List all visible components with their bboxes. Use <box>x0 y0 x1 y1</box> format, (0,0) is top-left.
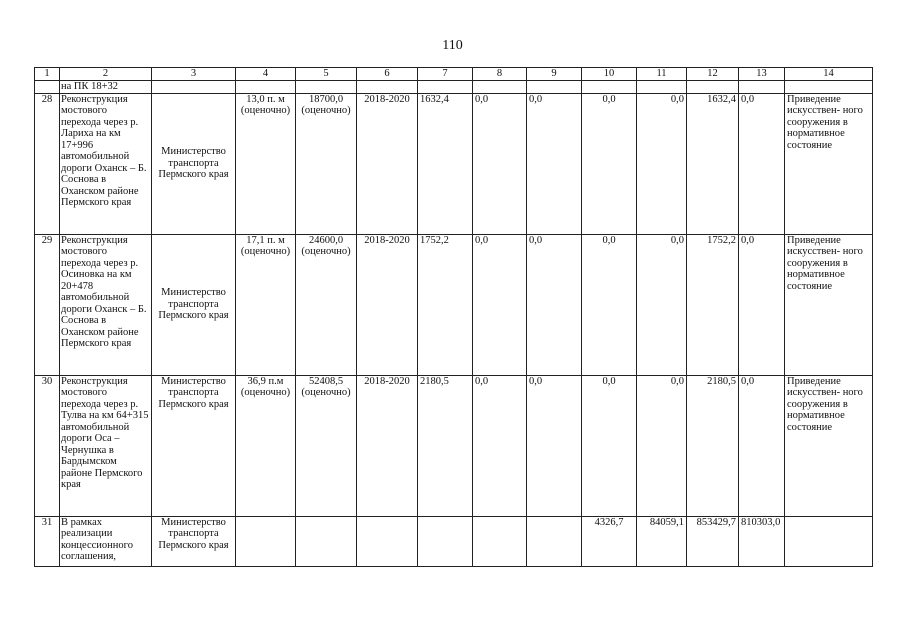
object-name: В рамках реализации концессионного соглашения, <box>60 516 152 566</box>
amount-col10: 4326,7 <box>582 516 637 566</box>
row-number: 31 <box>35 516 60 566</box>
table-row <box>35 516 873 566</box>
estimated-cost <box>296 516 357 566</box>
amount-col11: 0,0 <box>637 93 687 234</box>
result-text: Приведение искусствен- ного сооружения в нормативное состояние <box>785 234 873 375</box>
organization: Министерство транспорта Пермского края <box>152 516 236 566</box>
object-name: Реконструкция мостового перехода через р. Лариха на км 17+996 автомобильной дороги Оханск – Б. Соснова в Оханском районе Пермского края <box>60 93 152 234</box>
amount-col11: 0,0 <box>637 375 687 516</box>
row-number: 28 <box>35 93 60 234</box>
organization: Министерство транспорта Пермского края <box>152 234 236 375</box>
header-cell: 14 <box>785 68 873 81</box>
continuation-text: на ПК 18+32 <box>60 81 152 94</box>
header-cell: 11 <box>637 68 687 81</box>
header-cell: 4 <box>236 68 296 81</box>
amount-col10: 0,0 <box>582 93 637 234</box>
amount-col10: 0,0 <box>582 234 637 375</box>
header-cell: 13 <box>739 68 785 81</box>
amount-col12: 2180,5 <box>687 375 739 516</box>
amount-total: 1632,4 <box>418 93 473 234</box>
amount-col9: 0,0 <box>527 93 582 234</box>
continuation-row <box>35 81 873 94</box>
amount-col11: 0,0 <box>637 234 687 375</box>
period: 2018-2020 <box>357 93 418 234</box>
amount-total <box>418 516 473 566</box>
header-cell: 6 <box>357 68 418 81</box>
estimated-cost: 18700,0 (оценочно) <box>296 93 357 234</box>
header-cell: 5 <box>296 68 357 81</box>
table-row <box>35 93 873 234</box>
row-number: 30 <box>35 375 60 516</box>
amount-col8: 0,0 <box>473 234 527 375</box>
organization: Министерство транспорта Пермского края <box>152 375 236 516</box>
amount-col8: 0,0 <box>473 93 527 234</box>
amount-col9: 0,0 <box>527 375 582 516</box>
amount-col12: 1632,4 <box>687 93 739 234</box>
result-text: Приведение искусствен- ного сооружения в нормативное состояние <box>785 93 873 234</box>
amount-total: 2180,5 <box>418 375 473 516</box>
object-name: Реконструкция мостового перехода через р. Тулва на км 64+315 автомобильной дороги Оса – Чернушка в Бардымском районе Пермского края <box>60 375 152 516</box>
header-cell: 12 <box>687 68 739 81</box>
amount-col12: 853429,7 <box>687 516 739 566</box>
amount-col13: 0,0 <box>739 375 785 516</box>
result-text: Приведение искусствен- ного сооружения в нормативное состояние <box>785 375 873 516</box>
table-row <box>35 234 873 375</box>
amount-total: 1752,2 <box>418 234 473 375</box>
organization: Министерство транспорта Пермского края <box>152 93 236 234</box>
page-number: 110 <box>442 38 463 53</box>
period: 2018-2020 <box>357 234 418 375</box>
header-cell: 1 <box>35 68 60 81</box>
capacity: 36,9 п.м (оценочно) <box>236 375 296 516</box>
amount-col9: 0,0 <box>527 234 582 375</box>
amount-col11: 84059,1 <box>637 516 687 566</box>
capacity: 17,1 п. м (оценочно) <box>236 234 296 375</box>
amount-col8 <box>473 516 527 566</box>
header-cell: 7 <box>418 68 473 81</box>
amount-col13: 0,0 <box>739 93 785 234</box>
period: 2018-2020 <box>357 375 418 516</box>
result-text <box>785 516 873 566</box>
table-row <box>35 375 873 516</box>
header-cell: 8 <box>473 68 527 81</box>
row-number: 29 <box>35 234 60 375</box>
amount-col9 <box>527 516 582 566</box>
capacity: 13,0 п. м (оценочно) <box>236 93 296 234</box>
amount-col10: 0,0 <box>582 375 637 516</box>
capacity <box>236 516 296 566</box>
header-cell: 10 <box>582 68 637 81</box>
amount-col13: 810303,0 <box>739 516 785 566</box>
period <box>357 516 418 566</box>
header-cell: 9 <box>527 68 582 81</box>
estimated-cost: 52408,5 (оценочно) <box>296 375 357 516</box>
object-name: Реконструкция мостового перехода через р. Осиновка на км 20+478 автомобильной дороги Оханск – Б. Соснова в Оханском районе Пермского края <box>60 234 152 375</box>
header-cell: 2 <box>60 68 152 81</box>
amount-col8: 0,0 <box>473 375 527 516</box>
header-cell: 3 <box>152 68 236 81</box>
estimated-cost: 24600,0 (оценочно) <box>296 234 357 375</box>
amount-col12: 1752,2 <box>687 234 739 375</box>
data-table <box>34 67 873 567</box>
header-row <box>35 68 873 81</box>
amount-col13: 0,0 <box>739 234 785 375</box>
